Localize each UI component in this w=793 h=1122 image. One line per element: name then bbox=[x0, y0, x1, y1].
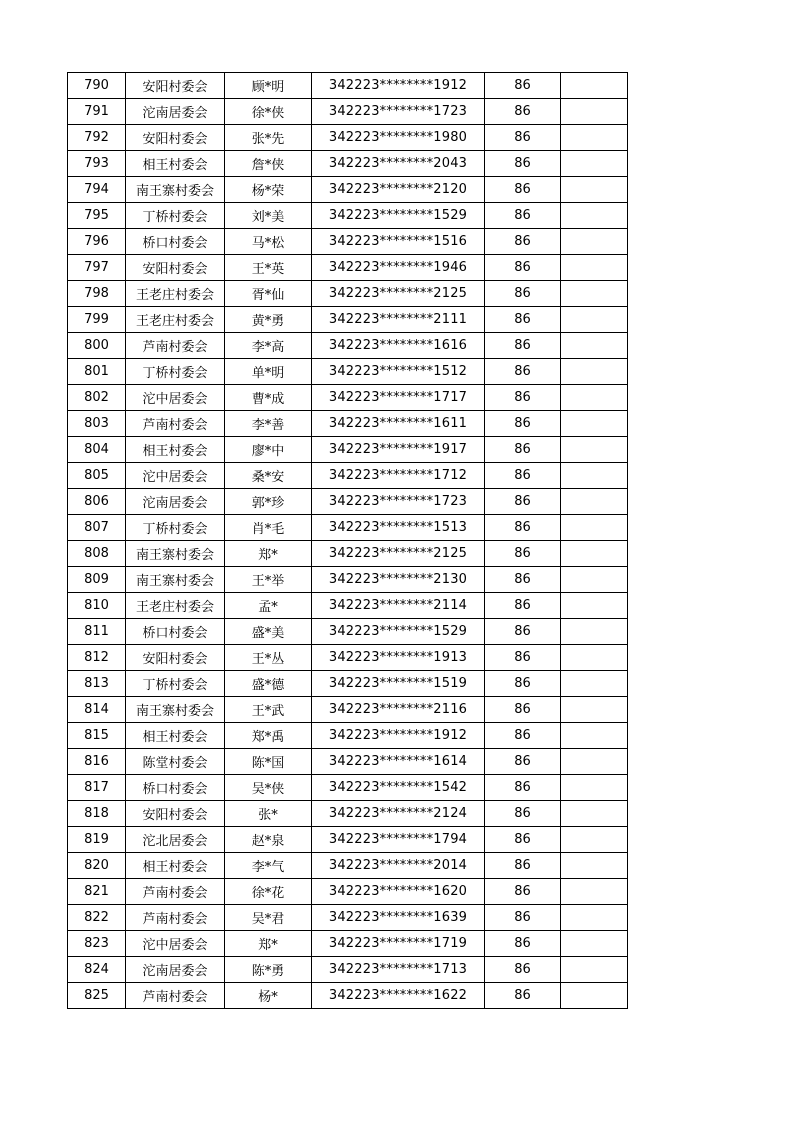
committee-cell: 桥口村委会 bbox=[126, 229, 225, 255]
row-number-cell: 816 bbox=[68, 749, 126, 775]
row-number-cell: 825 bbox=[68, 983, 126, 1009]
id-number-cell: 342223********1946 bbox=[312, 255, 485, 281]
person-name-cell: 李*高 bbox=[225, 333, 312, 359]
score-cell: 86 bbox=[485, 411, 561, 437]
id-number-cell: 342223********1614 bbox=[312, 749, 485, 775]
remark-cell bbox=[561, 255, 628, 281]
remark-cell bbox=[561, 645, 628, 671]
row-number-cell: 815 bbox=[68, 723, 126, 749]
table-row bbox=[68, 203, 628, 229]
row-number-cell: 799 bbox=[68, 307, 126, 333]
score-cell: 86 bbox=[485, 203, 561, 229]
remark-cell bbox=[561, 125, 628, 151]
table-row bbox=[68, 931, 628, 957]
row-number-cell: 823 bbox=[68, 931, 126, 957]
row-number-cell: 798 bbox=[68, 281, 126, 307]
person-name-cell: 郑* bbox=[225, 931, 312, 957]
committee-cell: 南王寨村委会 bbox=[126, 697, 225, 723]
score-cell: 86 bbox=[485, 541, 561, 567]
id-number-cell: 342223********1616 bbox=[312, 333, 485, 359]
row-number-cell: 813 bbox=[68, 671, 126, 697]
person-name-cell: 赵*泉 bbox=[225, 827, 312, 853]
person-name-cell: 李*善 bbox=[225, 411, 312, 437]
remark-cell bbox=[561, 801, 628, 827]
committee-cell: 芦南村委会 bbox=[126, 411, 225, 437]
person-name-cell: 桑*安 bbox=[225, 463, 312, 489]
remark-cell bbox=[561, 879, 628, 905]
score-cell: 86 bbox=[485, 177, 561, 203]
person-name-cell: 郭*珍 bbox=[225, 489, 312, 515]
id-number-cell: 342223********1611 bbox=[312, 411, 485, 437]
committee-cell: 沱中居委会 bbox=[126, 385, 225, 411]
person-name-cell: 王*丛 bbox=[225, 645, 312, 671]
table-row bbox=[68, 359, 628, 385]
remark-cell bbox=[561, 723, 628, 749]
person-name-cell: 盛*美 bbox=[225, 619, 312, 645]
id-number-cell: 342223********2116 bbox=[312, 697, 485, 723]
person-name-cell: 张*先 bbox=[225, 125, 312, 151]
table-row bbox=[68, 827, 628, 853]
id-number-cell: 342223********1542 bbox=[312, 775, 485, 801]
id-number-cell: 342223********1529 bbox=[312, 619, 485, 645]
score-cell: 86 bbox=[485, 619, 561, 645]
score-cell: 86 bbox=[485, 463, 561, 489]
committee-cell: 芦南村委会 bbox=[126, 905, 225, 931]
id-number-cell: 342223********1620 bbox=[312, 879, 485, 905]
committee-cell: 沱中居委会 bbox=[126, 463, 225, 489]
remark-cell bbox=[561, 749, 628, 775]
score-cell: 86 bbox=[485, 749, 561, 775]
row-number-cell: 810 bbox=[68, 593, 126, 619]
score-cell: 86 bbox=[485, 229, 561, 255]
table-row bbox=[68, 489, 628, 515]
score-cell: 86 bbox=[485, 489, 561, 515]
table-row bbox=[68, 385, 628, 411]
row-number-cell: 824 bbox=[68, 957, 126, 983]
person-name-cell: 王*武 bbox=[225, 697, 312, 723]
remark-cell bbox=[561, 697, 628, 723]
score-cell: 86 bbox=[485, 359, 561, 385]
row-number-cell: 793 bbox=[68, 151, 126, 177]
person-name-cell: 廖*中 bbox=[225, 437, 312, 463]
score-cell: 86 bbox=[485, 307, 561, 333]
row-number-cell: 801 bbox=[68, 359, 126, 385]
remark-cell bbox=[561, 957, 628, 983]
committee-cell: 安阳村委会 bbox=[126, 801, 225, 827]
person-name-cell: 黄*勇 bbox=[225, 307, 312, 333]
committee-cell: 相王村委会 bbox=[126, 853, 225, 879]
committee-cell: 陈堂村委会 bbox=[126, 749, 225, 775]
id-number-cell: 342223********1519 bbox=[312, 671, 485, 697]
table-row bbox=[68, 671, 628, 697]
remark-cell bbox=[561, 359, 628, 385]
remark-cell bbox=[561, 229, 628, 255]
remark-cell bbox=[561, 671, 628, 697]
person-name-cell: 张* bbox=[225, 801, 312, 827]
remark-cell bbox=[561, 489, 628, 515]
table-row bbox=[68, 307, 628, 333]
id-number-cell: 342223********1723 bbox=[312, 99, 485, 125]
table-row bbox=[68, 541, 628, 567]
row-number-cell: 811 bbox=[68, 619, 126, 645]
score-cell: 86 bbox=[485, 697, 561, 723]
person-name-cell: 王*英 bbox=[225, 255, 312, 281]
committee-cell: 安阳村委会 bbox=[126, 645, 225, 671]
row-number-cell: 800 bbox=[68, 333, 126, 359]
committee-cell: 相王村委会 bbox=[126, 437, 225, 463]
id-number-cell: 342223********2014 bbox=[312, 853, 485, 879]
committee-cell: 沱中居委会 bbox=[126, 931, 225, 957]
row-number-cell: 791 bbox=[68, 99, 126, 125]
table-row bbox=[68, 775, 628, 801]
table-row bbox=[68, 697, 628, 723]
table-row bbox=[68, 515, 628, 541]
remark-cell bbox=[561, 775, 628, 801]
table-row bbox=[68, 983, 628, 1009]
table-row bbox=[68, 619, 628, 645]
remark-cell bbox=[561, 827, 628, 853]
committee-cell: 王老庄村委会 bbox=[126, 281, 225, 307]
table-row bbox=[68, 151, 628, 177]
table-row bbox=[68, 437, 628, 463]
person-name-cell: 詹*侠 bbox=[225, 151, 312, 177]
person-name-cell: 刘*美 bbox=[225, 203, 312, 229]
id-number-cell: 342223********1723 bbox=[312, 489, 485, 515]
table-row bbox=[68, 567, 628, 593]
id-number-cell: 342223********2130 bbox=[312, 567, 485, 593]
row-number-cell: 819 bbox=[68, 827, 126, 853]
committee-cell: 丁桥村委会 bbox=[126, 515, 225, 541]
id-number-cell: 342223********1516 bbox=[312, 229, 485, 255]
table-row bbox=[68, 463, 628, 489]
id-number-cell: 342223********1717 bbox=[312, 385, 485, 411]
remark-cell bbox=[561, 905, 628, 931]
remark-cell bbox=[561, 515, 628, 541]
committee-cell: 南王寨村委会 bbox=[126, 177, 225, 203]
row-number-cell: 812 bbox=[68, 645, 126, 671]
row-number-cell: 817 bbox=[68, 775, 126, 801]
person-name-cell: 吴*君 bbox=[225, 905, 312, 931]
person-name-cell: 陈*勇 bbox=[225, 957, 312, 983]
remark-cell bbox=[561, 99, 628, 125]
table-row bbox=[68, 125, 628, 151]
row-number-cell: 809 bbox=[68, 567, 126, 593]
score-cell: 86 bbox=[485, 723, 561, 749]
person-name-cell: 王*举 bbox=[225, 567, 312, 593]
remark-cell bbox=[561, 307, 628, 333]
score-cell: 86 bbox=[485, 255, 561, 281]
id-number-cell: 342223********1512 bbox=[312, 359, 485, 385]
id-number-cell: 342223********1719 bbox=[312, 931, 485, 957]
id-number-cell: 342223********2120 bbox=[312, 177, 485, 203]
id-number-cell: 342223********2043 bbox=[312, 151, 485, 177]
row-number-cell: 806 bbox=[68, 489, 126, 515]
id-number-cell: 342223********1529 bbox=[312, 203, 485, 229]
remark-cell bbox=[561, 853, 628, 879]
id-number-cell: 342223********1917 bbox=[312, 437, 485, 463]
table-row bbox=[68, 411, 628, 437]
remark-cell bbox=[561, 619, 628, 645]
table-row bbox=[68, 99, 628, 125]
id-number-cell: 342223********2111 bbox=[312, 307, 485, 333]
table-row bbox=[68, 255, 628, 281]
remark-cell bbox=[561, 177, 628, 203]
id-number-cell: 342223********1622 bbox=[312, 983, 485, 1009]
remark-cell bbox=[561, 73, 628, 99]
row-number-cell: 790 bbox=[68, 73, 126, 99]
row-number-cell: 795 bbox=[68, 203, 126, 229]
committee-cell: 沱南居委会 bbox=[126, 99, 225, 125]
person-name-cell: 胥*仙 bbox=[225, 281, 312, 307]
committee-cell: 丁桥村委会 bbox=[126, 203, 225, 229]
row-number-cell: 821 bbox=[68, 879, 126, 905]
person-name-cell: 马*松 bbox=[225, 229, 312, 255]
row-number-cell: 797 bbox=[68, 255, 126, 281]
committee-cell: 芦南村委会 bbox=[126, 983, 225, 1009]
person-name-cell: 李*气 bbox=[225, 853, 312, 879]
row-number-cell: 808 bbox=[68, 541, 126, 567]
committee-cell: 安阳村委会 bbox=[126, 255, 225, 281]
remark-cell bbox=[561, 931, 628, 957]
table-row bbox=[68, 177, 628, 203]
person-name-cell: 盛*德 bbox=[225, 671, 312, 697]
person-name-cell: 郑*禹 bbox=[225, 723, 312, 749]
id-number-cell: 342223********2125 bbox=[312, 281, 485, 307]
roster-table bbox=[67, 72, 628, 1009]
score-cell: 86 bbox=[485, 125, 561, 151]
committee-cell: 丁桥村委会 bbox=[126, 359, 225, 385]
table-row bbox=[68, 853, 628, 879]
remark-cell bbox=[561, 281, 628, 307]
score-cell: 86 bbox=[485, 983, 561, 1009]
remark-cell bbox=[561, 437, 628, 463]
committee-cell: 桥口村委会 bbox=[126, 775, 225, 801]
table-row bbox=[68, 905, 628, 931]
row-number-cell: 792 bbox=[68, 125, 126, 151]
id-number-cell: 342223********1913 bbox=[312, 645, 485, 671]
remark-cell bbox=[561, 983, 628, 1009]
row-number-cell: 820 bbox=[68, 853, 126, 879]
committee-cell: 桥口村委会 bbox=[126, 619, 225, 645]
table-row bbox=[68, 645, 628, 671]
table-row bbox=[68, 749, 628, 775]
person-name-cell: 陈*国 bbox=[225, 749, 312, 775]
committee-cell: 沱南居委会 bbox=[126, 489, 225, 515]
person-name-cell: 吴*侠 bbox=[225, 775, 312, 801]
score-cell: 86 bbox=[485, 957, 561, 983]
score-cell: 86 bbox=[485, 853, 561, 879]
table-row bbox=[68, 281, 628, 307]
committee-cell: 南王寨村委会 bbox=[126, 541, 225, 567]
score-cell: 86 bbox=[485, 879, 561, 905]
table-row bbox=[68, 957, 628, 983]
remark-cell bbox=[561, 411, 628, 437]
row-number-cell: 804 bbox=[68, 437, 126, 463]
committee-cell: 芦南村委会 bbox=[126, 879, 225, 905]
score-cell: 86 bbox=[485, 151, 561, 177]
remark-cell bbox=[561, 333, 628, 359]
score-cell: 86 bbox=[485, 281, 561, 307]
row-number-cell: 796 bbox=[68, 229, 126, 255]
score-cell: 86 bbox=[485, 385, 561, 411]
score-cell: 86 bbox=[485, 931, 561, 957]
score-cell: 86 bbox=[485, 333, 561, 359]
row-number-cell: 818 bbox=[68, 801, 126, 827]
committee-cell: 丁桥村委会 bbox=[126, 671, 225, 697]
id-number-cell: 342223********1712 bbox=[312, 463, 485, 489]
committee-cell: 王老庄村委会 bbox=[126, 307, 225, 333]
person-name-cell: 徐*花 bbox=[225, 879, 312, 905]
row-number-cell: 803 bbox=[68, 411, 126, 437]
id-number-cell: 342223********2124 bbox=[312, 801, 485, 827]
table-row bbox=[68, 229, 628, 255]
id-number-cell: 342223********1912 bbox=[312, 73, 485, 99]
row-number-cell: 794 bbox=[68, 177, 126, 203]
id-number-cell: 342223********1713 bbox=[312, 957, 485, 983]
id-number-cell: 342223********1794 bbox=[312, 827, 485, 853]
score-cell: 86 bbox=[485, 99, 561, 125]
score-cell: 86 bbox=[485, 645, 561, 671]
score-cell: 86 bbox=[485, 593, 561, 619]
remark-cell bbox=[561, 151, 628, 177]
score-cell: 86 bbox=[485, 905, 561, 931]
table-row bbox=[68, 73, 628, 99]
row-number-cell: 807 bbox=[68, 515, 126, 541]
committee-cell: 安阳村委会 bbox=[126, 73, 225, 99]
score-cell: 86 bbox=[485, 801, 561, 827]
row-number-cell: 802 bbox=[68, 385, 126, 411]
score-cell: 86 bbox=[485, 515, 561, 541]
score-cell: 86 bbox=[485, 437, 561, 463]
id-number-cell: 342223********1639 bbox=[312, 905, 485, 931]
remark-cell bbox=[561, 385, 628, 411]
score-cell: 86 bbox=[485, 775, 561, 801]
id-number-cell: 342223********1513 bbox=[312, 515, 485, 541]
person-name-cell: 杨* bbox=[225, 983, 312, 1009]
person-name-cell: 郑* bbox=[225, 541, 312, 567]
score-cell: 86 bbox=[485, 567, 561, 593]
table-row bbox=[68, 723, 628, 749]
person-name-cell: 杨*荣 bbox=[225, 177, 312, 203]
committee-cell: 安阳村委会 bbox=[126, 125, 225, 151]
table-row bbox=[68, 333, 628, 359]
roster-body bbox=[68, 73, 628, 1009]
person-name-cell: 曹*成 bbox=[225, 385, 312, 411]
remark-cell bbox=[561, 463, 628, 489]
person-name-cell: 顾*明 bbox=[225, 73, 312, 99]
committee-cell: 沱北居委会 bbox=[126, 827, 225, 853]
committee-cell: 沱南居委会 bbox=[126, 957, 225, 983]
committee-cell: 王老庄村委会 bbox=[126, 593, 225, 619]
remark-cell bbox=[561, 203, 628, 229]
id-number-cell: 342223********2125 bbox=[312, 541, 485, 567]
row-number-cell: 822 bbox=[68, 905, 126, 931]
remark-cell bbox=[561, 567, 628, 593]
score-cell: 86 bbox=[485, 827, 561, 853]
committee-cell: 相王村委会 bbox=[126, 723, 225, 749]
id-number-cell: 342223********1912 bbox=[312, 723, 485, 749]
table-row bbox=[68, 801, 628, 827]
person-name-cell: 孟* bbox=[225, 593, 312, 619]
remark-cell bbox=[561, 593, 628, 619]
committee-cell: 芦南村委会 bbox=[126, 333, 225, 359]
committee-cell: 相王村委会 bbox=[126, 151, 225, 177]
score-cell: 86 bbox=[485, 73, 561, 99]
table-row bbox=[68, 879, 628, 905]
person-name-cell: 徐*侠 bbox=[225, 99, 312, 125]
table-row bbox=[68, 593, 628, 619]
id-number-cell: 342223********2114 bbox=[312, 593, 485, 619]
score-cell: 86 bbox=[485, 671, 561, 697]
committee-cell: 南王寨村委会 bbox=[126, 567, 225, 593]
row-number-cell: 805 bbox=[68, 463, 126, 489]
row-number-cell: 814 bbox=[68, 697, 126, 723]
remark-cell bbox=[561, 541, 628, 567]
id-number-cell: 342223********1980 bbox=[312, 125, 485, 151]
person-name-cell: 肖*毛 bbox=[225, 515, 312, 541]
person-name-cell: 单*明 bbox=[225, 359, 312, 385]
